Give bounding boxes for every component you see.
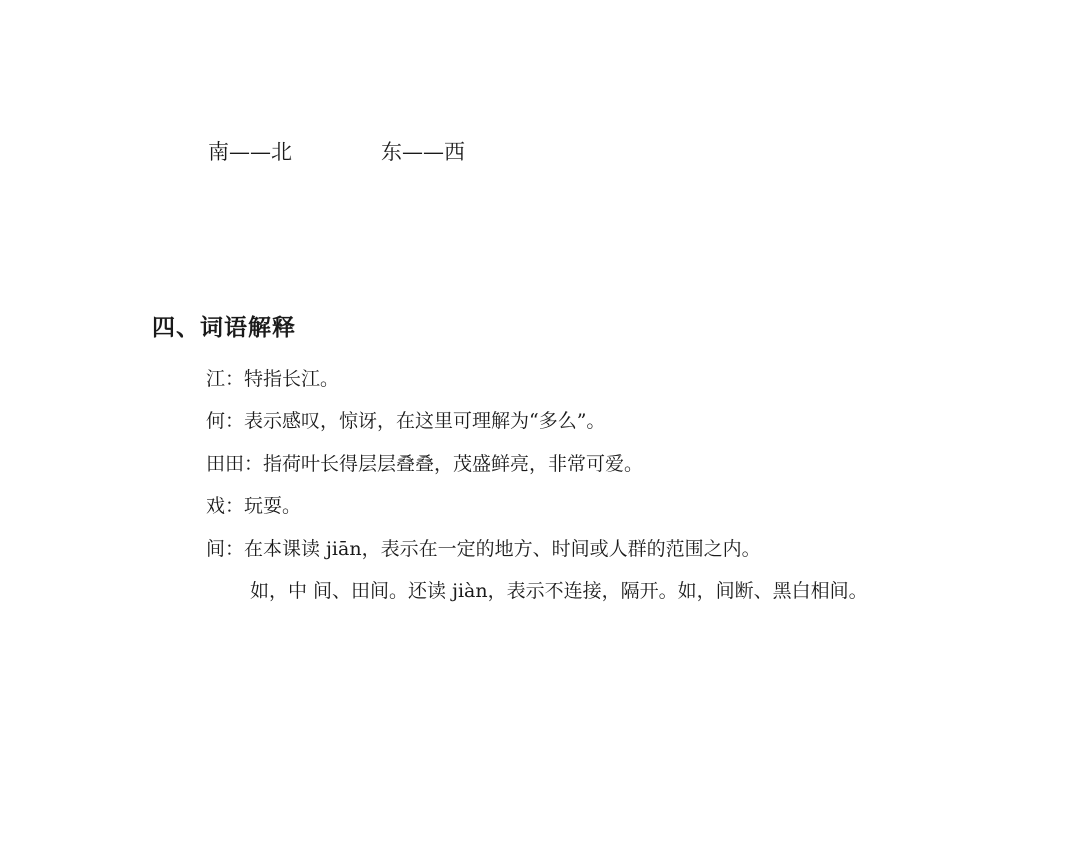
definition-he: 何：表示感叹，惊讶，在这里可理解为“多么”。 [206,410,606,432]
definition-jiang: 江：特指长江。 [206,368,340,390]
antonym-pair-north-south: 南——北 [208,140,292,164]
definition-xi: 戏：玩耍。 [206,495,302,517]
antonym-pair-east-west: 东——西 [381,140,465,164]
definition-tiantian: 田田：指荷叶长得层层叠叠，茂盛鲜亮，非常可爱。 [206,453,644,475]
definition-jian-continued: 如，中 间、田间。还读 jiàn，表示不连接，隔开。如，间断、黑白相间。 [250,580,868,602]
definition-jian: 间：在本课读 jiān，表示在一定的地方、时间或人群的范围之内。 [206,538,761,560]
section-heading: 四、词语解释 [152,315,296,341]
